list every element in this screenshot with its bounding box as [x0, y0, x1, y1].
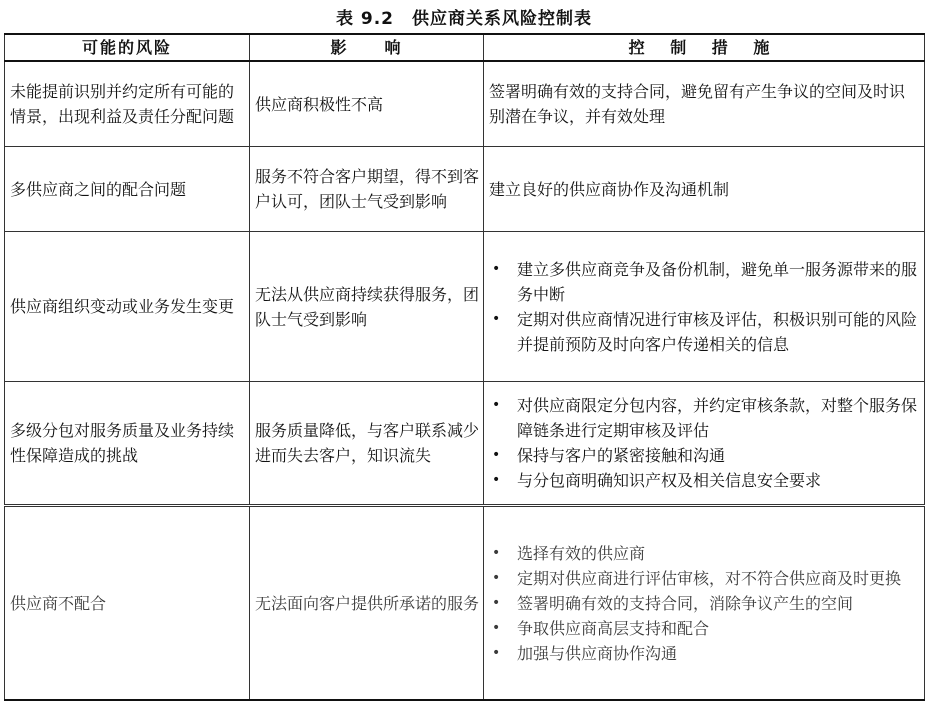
measure-item: [489, 468, 920, 493]
bullet-icon: •: [492, 260, 501, 277]
measure-item: [489, 566, 920, 591]
measure-item: [489, 616, 920, 641]
bullet-icon: •: [492, 569, 501, 586]
bullet-icon: •: [492, 619, 501, 636]
measure-text: 与分包商明确知识产权及相关信息安全要求: [517, 471, 822, 490]
table-row: [5, 61, 925, 147]
measure-cell: [484, 382, 925, 506]
measure-item: [489, 443, 920, 468]
bullet-icon: •: [492, 447, 501, 463]
measure-text: 加强与供应商协作沟通: [517, 643, 678, 663]
measure-cell: 建立良好的供应商协作及沟通机制: [484, 147, 925, 232]
table-row: [5, 147, 925, 232]
measure-item: [489, 393, 920, 443]
bullet-icon: •: [492, 594, 501, 611]
measure-text: 建立多供应商竞争及备份机制，避免单一服务源带来的服务中断: [517, 259, 918, 304]
measure-item: [489, 257, 920, 307]
risk-cell: 供应商组织变动或业务发生变更: [5, 232, 250, 382]
impact-cell: 供应商积极性不高: [250, 61, 484, 147]
measure-text: 保持与客户的紧密接触和沟通: [517, 446, 726, 465]
risk-control-table: [4, 33, 925, 701]
table-row: [5, 382, 925, 506]
risk-cell: 供应商不配合: [5, 506, 250, 701]
impact-cell: 无法从供应商持续获得服务，团队士气受到影响: [250, 232, 484, 382]
measure-text: 争取供应商高层支持和配合: [517, 618, 710, 638]
table-row: [5, 232, 925, 382]
measure-text: 选择有效的供应商: [517, 543, 646, 563]
measure-text: 定期对供应商进行评估审核，对不符合供应商及时更换: [517, 568, 902, 588]
measure-cell: 签署明确有效的支持合同，避免留有产生争议的空间及时识别潜在争议，并有效处理: [484, 61, 925, 147]
header-impact: 影 响: [250, 34, 484, 61]
impact-cell: 无法面向客户提供所承诺的服务: [250, 506, 484, 701]
measure-cell: [484, 232, 925, 382]
header-measures: 控 制 措 施: [484, 34, 925, 61]
risk-cell: 多级分包对服务质量及业务持续性保障造成的挑战: [5, 382, 250, 506]
bullet-icon: •: [492, 310, 501, 327]
measure-item: [489, 307, 920, 357]
risk-cell: 多供应商之间的配合问题: [5, 147, 250, 232]
measure-text: 对供应商限定分包内容，并约定审核条款，对整个服务保障链条进行定期审核及评估: [517, 396, 918, 440]
bullet-icon: •: [492, 397, 501, 413]
measure-text: 定期对供应商情况进行审核及评估，积极识别可能的风险并提前预防及时向客户传递相关的信息: [517, 309, 918, 354]
measure-item: [489, 641, 920, 666]
measure-list: [489, 541, 920, 666]
measure-list: [489, 393, 920, 493]
impact-cell: 服务质量降低，与客户联系减少进而失去客户，知识流失: [250, 382, 484, 506]
bullet-icon: •: [492, 644, 501, 661]
measure-cell: [484, 506, 925, 701]
table-header-row: [5, 34, 925, 61]
measure-list: [489, 257, 920, 357]
bullet-icon: •: [492, 544, 501, 561]
measure-item: [489, 591, 920, 616]
table-caption: 表 9.2 供应商关系风险控制表: [335, 9, 593, 29]
impact-cell: 服务不符合客户期望，得不到客户认可，团队士气受到影响: [250, 147, 484, 232]
bullet-icon: •: [492, 472, 501, 488]
measure-text: 签署明确有效的支持合同，消除争议产生的空间: [517, 593, 854, 613]
header-risk: 可能的风险: [5, 34, 250, 61]
risk-cell: 未能提前识别并约定所有可能的情景，出现利益及责任分配问题: [5, 61, 250, 147]
table-row: [5, 506, 925, 701]
measure-item: [489, 541, 920, 566]
